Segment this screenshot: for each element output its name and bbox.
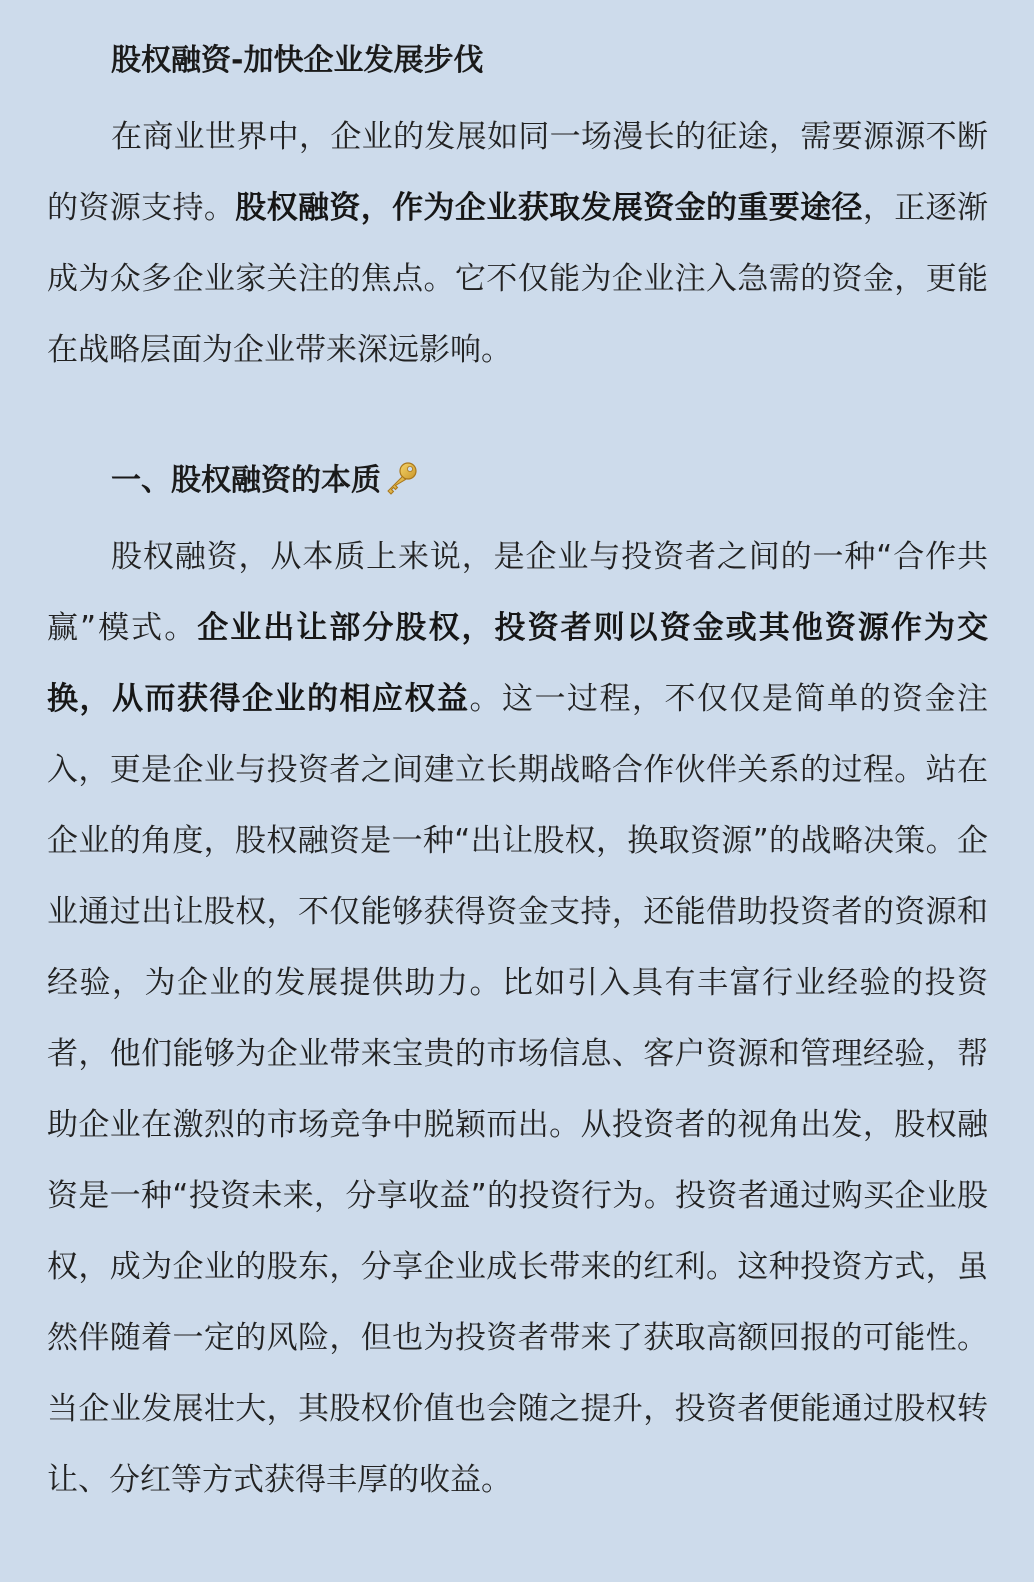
section-paragraph — [47, 522, 988, 1516]
section-spacer — [47, 386, 988, 456]
intro-text-1: 在商业世界中，企业的发展如同一场漫长的征途，需要源源不断的资源支持。 — [47, 119, 988, 226]
intro-paragraph — [47, 102, 988, 386]
section-text-1: 股权融资，从本质上来说，是企业与投资者之间的一种“合作共赢”模式。 — [47, 539, 988, 646]
section-text-2: 。这一过程，不仅仅是简单的资金注入，更是企业与投资者之间建立长期战略合作伙伴关系的过程。站在企业的角度，股权融资是一种“出让股权，换取资源”的战略决策。企业通过出让股权，不仅能够获得资金支持，还能借助投资者的资源和经验，为企业的发展提供助力。比如引入具有丰富行业经验的投资者，他们能够为企业带来宝贵的市场信息、客户资源和管理经验，帮助企业在激烈的市场竞争中脱颖而出。从投资者的视角出发，股权融资是一种“投资未来，分享收益”的投资行为。投资者通过购买企业股权，成为企业的股东，分享企业成长带来的红利。这种投资方式，虽然伴随着一定的风险，但也为投资者带来了获取高额回报的可能性。当企业发展壮大，其股权价值也会随之提升，投资者便能通过股权转让、分红等方式获得丰厚的收益。 — [47, 681, 988, 1498]
section-heading — [47, 456, 988, 506]
section-bold-1: 企业出让部分股权，投资者则以资金或其他资源作为交换，从而获得企业的相应权益 — [47, 610, 989, 717]
section-heading-text: 一、股权融资的本质 — [111, 463, 381, 498]
article-title: 股权融资-加快企业发展步伐 — [111, 43, 484, 78]
key-icon — [383, 460, 419, 496]
intro-bold-1: 股权融资，作为企业获取发展资金的重要途径 — [235, 190, 863, 226]
intro-text-2: ，正逐渐成为众多企业家关注的焦点。它不仅能为企业注入急需的资金，更能在战略层面为企业带来深远影响。 — [47, 190, 989, 368]
